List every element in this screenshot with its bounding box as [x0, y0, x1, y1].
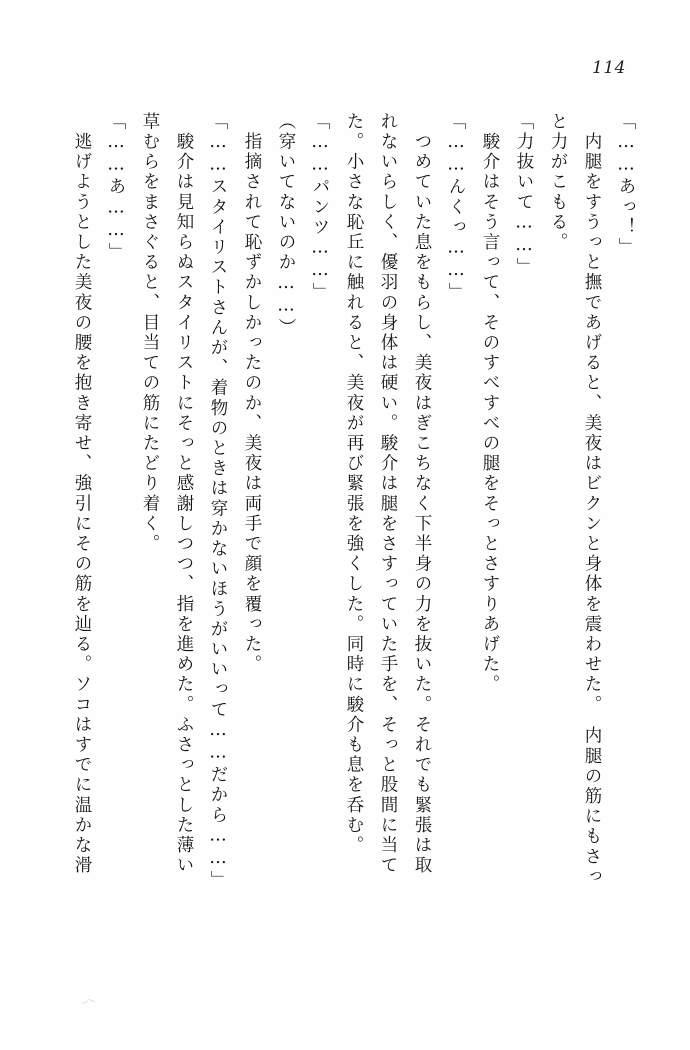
- text-column: 駿介は見知らぬスタイリストにそっと感謝しつつ、指を進めた。ふさっとした薄い: [174, 112, 194, 876]
- page-number: 114: [592, 58, 626, 78]
- scan-artifact-mark: [82, 998, 96, 1008]
- text-column: 草むらをまさぐると、目当ての筋にたどり着く。: [140, 112, 160, 555]
- text-column: 内腿をすうっと撫であげると、美夜はビクンと身体を震わせた。 内腿の筋にもさっ: [582, 112, 602, 888]
- text-column: （穿いてないのか……）: [276, 112, 296, 339]
- text-column: 逃げようとした美夜の腰を抱き寄せ、強引にその筋を辿る。ソコはすでに温かな滑: [72, 112, 92, 876]
- text-column: と力がこもる。: [548, 112, 568, 253]
- text-column: 「……あ……」: [106, 112, 126, 263]
- text-column: れないらしく、優羽の身体は硬い。駿介は腿をさすっていた手を、そっと股間に当て: [378, 112, 398, 876]
- text-column: 指摘されて恥ずかしかったのか、美夜は両手で顔を覆った。: [242, 112, 262, 675]
- text-column: 「……んくっ……」: [446, 112, 466, 303]
- text-column: 「力抜いて……」: [514, 112, 534, 278]
- text-column: た。小さな恥丘に触れると、美夜が再び緊張を強くした。同時に駿介も息を呑む。: [344, 112, 364, 856]
- text-column: 「……あっ！」: [616, 112, 636, 258]
- text-column: 「……スタイリストさんが、着物のときは穿かないほうがいいって……だから……」: [208, 112, 228, 891]
- text-column: つめていた息をもらし、美夜はぎこちなく下半身の力を抜いた。それでも緊張は取: [412, 112, 432, 876]
- vertical-text-body: [56, 112, 634, 952]
- text-column: 駿介はそう言って、そのすべすべの腿をそっとさすりあげた。: [480, 112, 500, 695]
- text-column: 「……パンツ……」: [310, 112, 330, 303]
